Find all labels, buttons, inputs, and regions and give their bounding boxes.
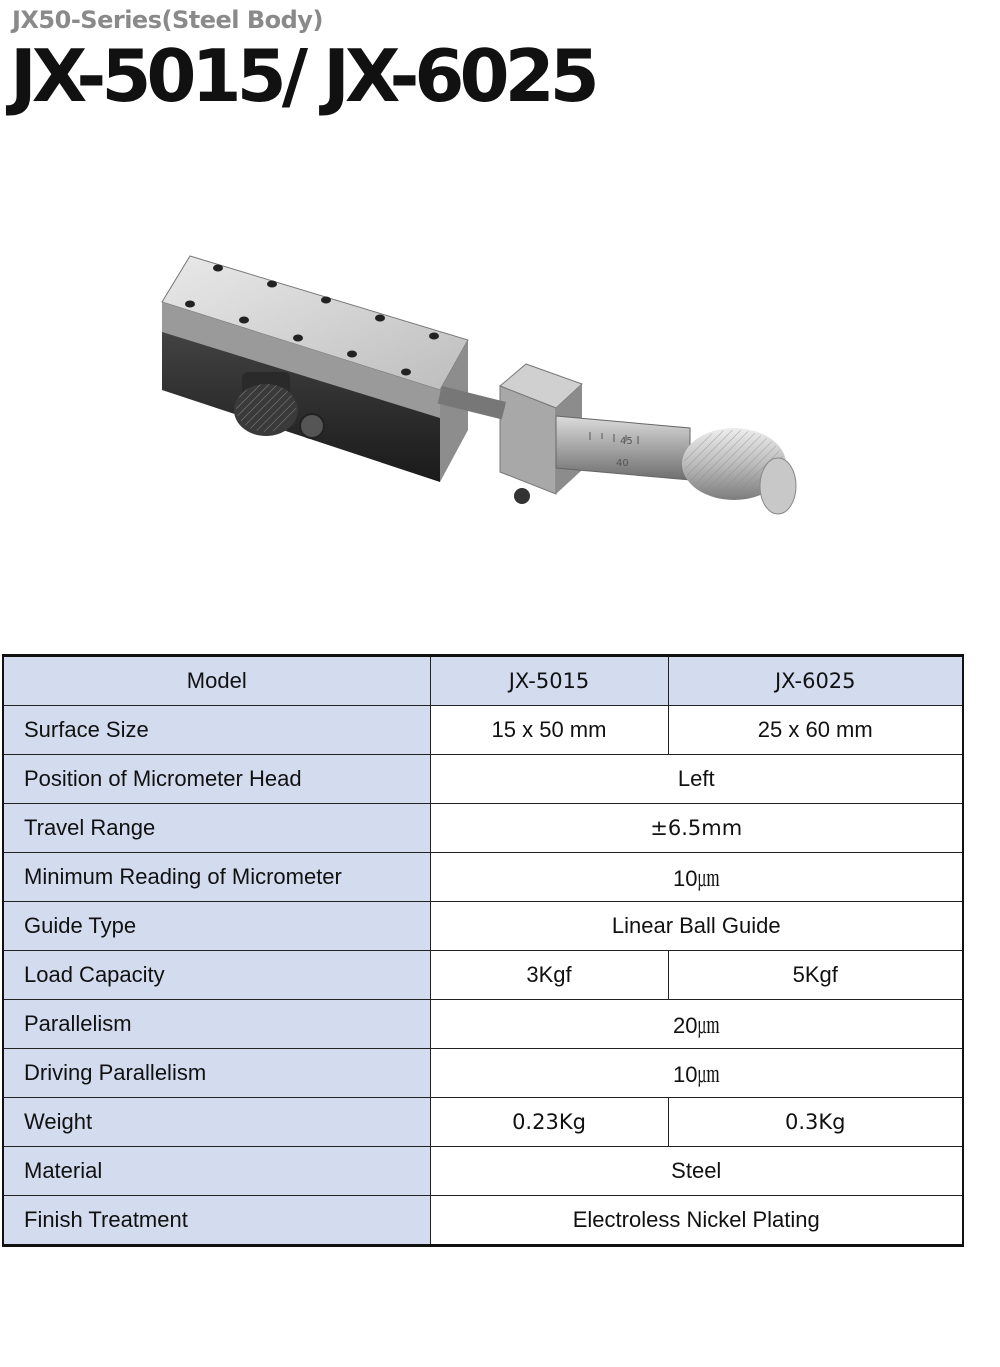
row-label: Driving Parallelism	[3, 1049, 430, 1098]
table-row	[3, 1049, 963, 1098]
value-shared: Steel	[430, 1147, 963, 1196]
value-shared: 10㎛	[430, 853, 963, 902]
table-row	[3, 853, 963, 902]
svg-text:40: 40	[616, 458, 629, 469]
row-label: Minimum Reading of Micrometer	[3, 853, 430, 902]
value-shared: Left	[430, 755, 963, 804]
value-b: 5Kgf	[668, 951, 963, 1000]
table-row	[3, 951, 963, 1000]
value-shared: Electroless Nickel Plating	[430, 1196, 963, 1246]
header-model-a: JX-5015	[430, 656, 668, 706]
table-row	[3, 706, 963, 755]
table-row	[3, 902, 963, 951]
table-row	[3, 755, 963, 804]
value-b: 0.3Kg	[668, 1098, 963, 1147]
row-label: Parallelism	[3, 1000, 430, 1049]
value-b: 25 x 60 mm	[668, 706, 963, 755]
table-row	[3, 1147, 963, 1196]
svg-text:45: 45	[620, 436, 633, 447]
value-shared: Linear Ball Guide	[430, 902, 963, 951]
header-model-b: JX-6025	[668, 656, 963, 706]
page-title: JX-5015/ JX-6025	[10, 34, 595, 118]
row-label: Finish Treatment	[3, 1196, 430, 1246]
header-model-label: Model	[3, 656, 430, 706]
table-header-row	[3, 656, 963, 706]
value-a: 0.23Kg	[430, 1098, 668, 1147]
row-label: Load Capacity	[3, 951, 430, 1000]
row-label: Weight	[3, 1098, 430, 1147]
product-photo	[150, 240, 810, 540]
spec-table	[2, 654, 964, 1247]
micrometer-head	[556, 416, 796, 514]
value-shared: 10㎛	[430, 1049, 963, 1098]
row-label: Travel Range	[3, 804, 430, 853]
table-row	[3, 1098, 963, 1147]
value-a: 15 x 50 mm	[430, 706, 668, 755]
row-label: Position of Micrometer Head	[3, 755, 430, 804]
row-label: Guide Type	[3, 902, 430, 951]
row-label: Material	[3, 1147, 430, 1196]
table-row	[3, 1196, 963, 1246]
value-a: 3Kgf	[430, 951, 668, 1000]
table-row	[3, 1000, 963, 1049]
value-shared: ±6.5mm	[430, 804, 963, 853]
row-label: Surface Size	[3, 706, 430, 755]
table-row	[3, 804, 963, 853]
series-title: JX50-Series(Steel Body)	[12, 6, 323, 34]
value-shared: 20㎛	[430, 1000, 963, 1049]
